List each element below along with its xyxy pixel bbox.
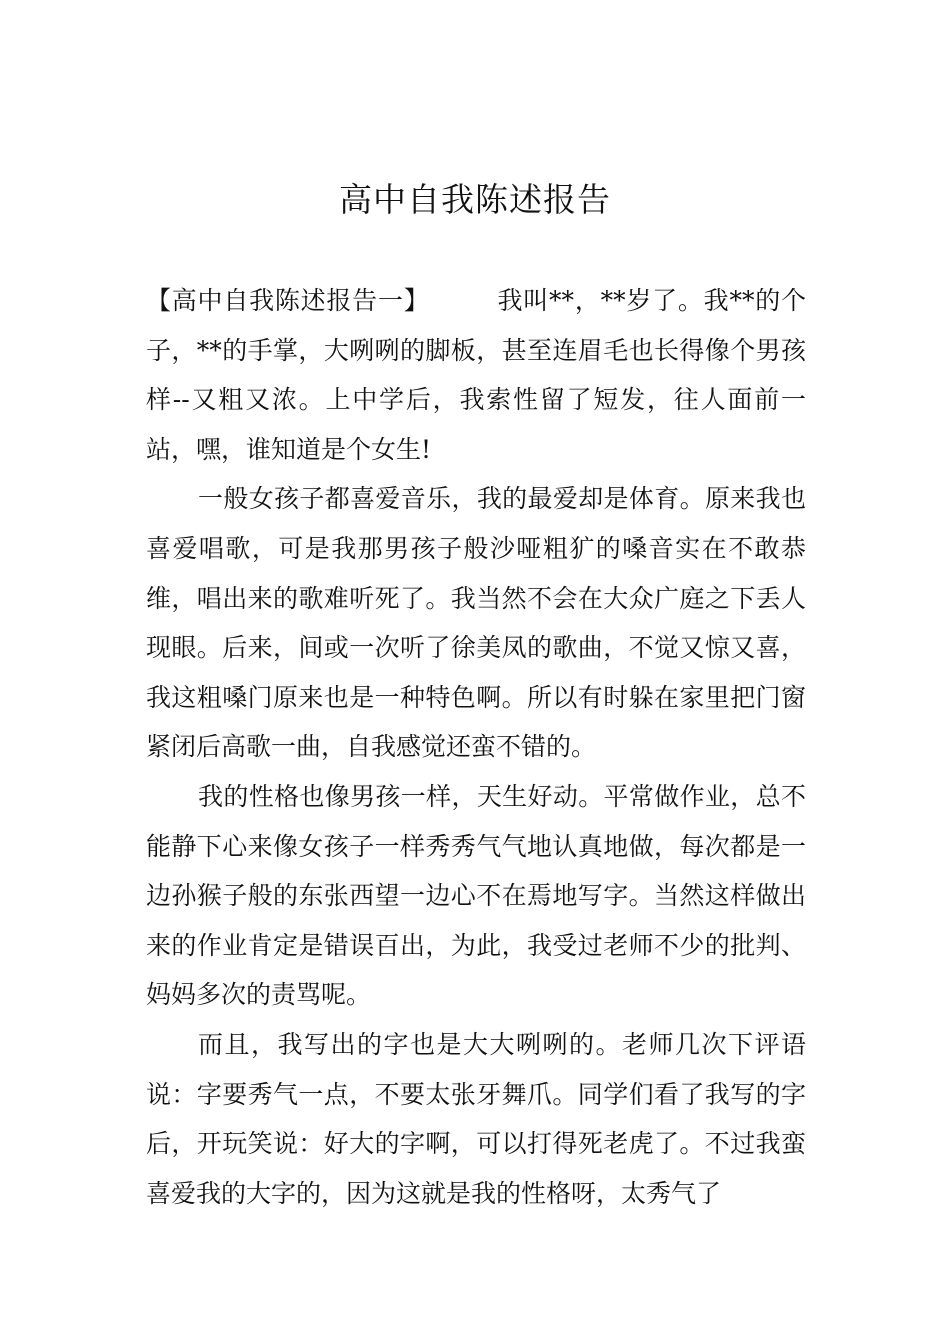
document-body (146, 276, 806, 1218)
section-label: 【高中自我陈述报告一】 (146, 286, 430, 315)
paragraph-2: 一般女孩子都喜爱音乐，我的最爱却是体育。原来我也喜爱唱歌，可是我那男孩子般沙哑粗犷的嗓音实在不敢恭维，唱出来的歌难听死了。我当然不会在大众广庭之下丢人现眼。后来，间或一次听了徐美凤的歌曲，不觉又惊又喜，我这粗嗓门原来也是一种特色啊。所以有时躲在家里把门窗紧闭后高歌一曲，自我感觉还蛮不错的。 (146, 484, 806, 762)
paragraph-4: 而且，我写出的字也是大大咧咧的。老师几次下评语说：字要秀气一点，不要太张牙舞爪。同学们看了我写的字后，开玩笑说：好大的字啊，可以打得死老虎了。不过我蛮喜爱我的大字的，因为这就是我的性格呀，太秀气了 (146, 1029, 806, 1208)
document-title: 高中自我陈述报告 (339, 180, 611, 219)
paragraph-1 (146, 276, 806, 474)
paragraph-3: 我的性格也像男孩一样，天生好动。平常做作业，总不能静下心来像女孩子一样秀秀气气地认真地做，每次都是一边孙猴子般的东张西望一边心不在焉地写字。当然这样做出来的作业肯定是错误百出，为此，我受过老师不少的批判、妈妈多次的责骂呢。 (146, 781, 806, 1010)
paragraph-1-text: 我叫**，**岁了。我**的个子，**的手掌，大咧咧的脚板，甚至连眉毛也长得像个男孩样--又粗又浓。上中学后，我索性留了短发，往人面前一站，嘿，谁知道是个女生! (146, 286, 806, 464)
